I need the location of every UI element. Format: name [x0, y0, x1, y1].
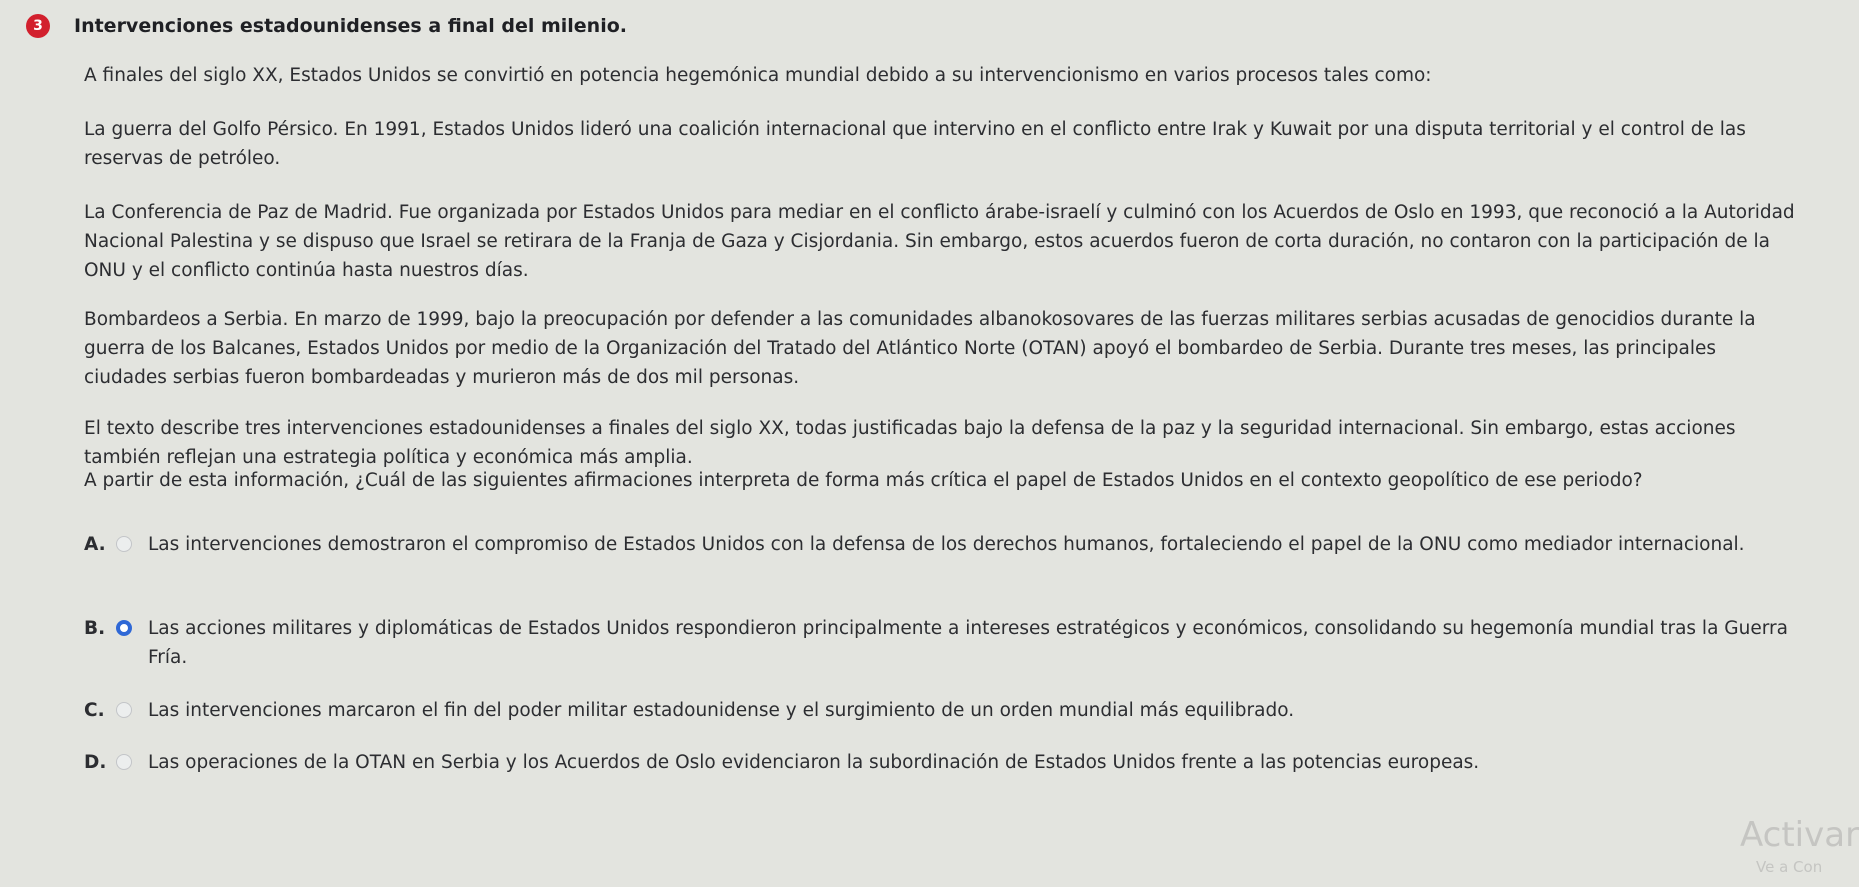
activation-watermark-sub: Ve a Con: [1756, 858, 1823, 876]
option-text[interactable]: Las operaciones de la OTAN en Serbia y los Acuerdos de Oslo evidenciaron la subordinación de Estados Unidos frente a las potencias europeas.: [148, 752, 1480, 773]
option-b[interactable]: [84, 614, 1804, 672]
option-letter: B.: [84, 618, 106, 639]
option-letter: C.: [84, 700, 105, 721]
option-text[interactable]: Las acciones militares y diplomáticas de Estados Unidos respondieron principalmente a intereses estratégicos y económicos, consolidando su hegemonía mundial tras la Guerra Fría.: [148, 618, 1788, 668]
option-text[interactable]: Las intervenciones marcaron el fin del poder militar estadounidense y el surgimiento de un orden mundial más equilibrado.: [148, 700, 1295, 721]
radio-button-c[interactable]: [116, 702, 132, 718]
option-c[interactable]: [84, 696, 1804, 725]
option-a[interactable]: [84, 530, 1804, 559]
radio-button-d[interactable]: [116, 754, 132, 770]
paragraph-gulf-war: La guerra del Golfo Pérsico. En 1991, Estados Unidos lideró una coalición internacional que intervino en el conflicto entre Irak y Kuwait por una disputa territorial y el control de las reservas de petróleo.: [84, 119, 1746, 169]
paragraph-serbia-bombing: Bombardeos a Serbia. En marzo de 1999, bajo la preocupación por defender a las comunidades albanokosovares de las fuerzas militares serbias acusadas de genocidios durante la guerra de los Balcanes, Estados Unidos por medio de la Organización del Tratado del Atlántico Norte (OTAN) apoyó el bombardeo de Serbia. Durante tres meses, las principales ciudades serbias fueron bombardeadas y murieron más de dos mil personas.: [84, 309, 1756, 388]
paragraph-summary: El texto describe tres intervenciones estadounidenses a finales del siglo XX, todas justificadas bajo la defensa de la paz y la seguridad internacional. Sin embargo, estas acciones también reflejan una estrategia política y económica más amplia.: [84, 418, 1736, 468]
option-text[interactable]: Las intervenciones demostraron el compromiso de Estados Unidos con la defensa de los derechos humanos, fortaleciendo el papel de la ONU como mediador internacional.: [148, 534, 1745, 555]
option-d[interactable]: [84, 748, 1804, 777]
option-letter: A.: [84, 534, 106, 555]
radio-button-b-selected[interactable]: [116, 620, 132, 636]
question-intro: A finales del siglo XX, Estados Unidos se convirtió en potencia hegemónica mundial debido a su intervencionismo en varios procesos tales como:: [84, 65, 1432, 86]
question-title: Intervenciones estadounidenses a final del milenio.: [74, 15, 627, 37]
question-header: [26, 14, 627, 38]
activation-watermark: Activar: [1740, 815, 1859, 855]
option-letter: D.: [84, 752, 107, 773]
question-prompt: A partir de esta información, ¿Cuál de las siguientes afirmaciones interpreta de forma más crítica el papel de Estados Unidos en el contexto geopolítico de ese periodo?: [84, 470, 1643, 491]
paragraph-madrid-conference: La Conferencia de Paz de Madrid. Fue organizada por Estados Unidos para mediar en el conflicto árabe-israelí y culminó con los Acuerdos de Oslo en 1993, que reconoció a la Autoridad Nacional Palestina y se dispuso que Israel se retirara de la Franja de Gaza y Cisjordania. Sin embargo, estos acuerdos fueron de corta duración, no contaron con la participación de la ONU y el conflicto continúa hasta nuestros días.: [84, 202, 1795, 281]
question-number-badge: 3: [26, 14, 50, 38]
radio-button-a[interactable]: [116, 536, 132, 552]
